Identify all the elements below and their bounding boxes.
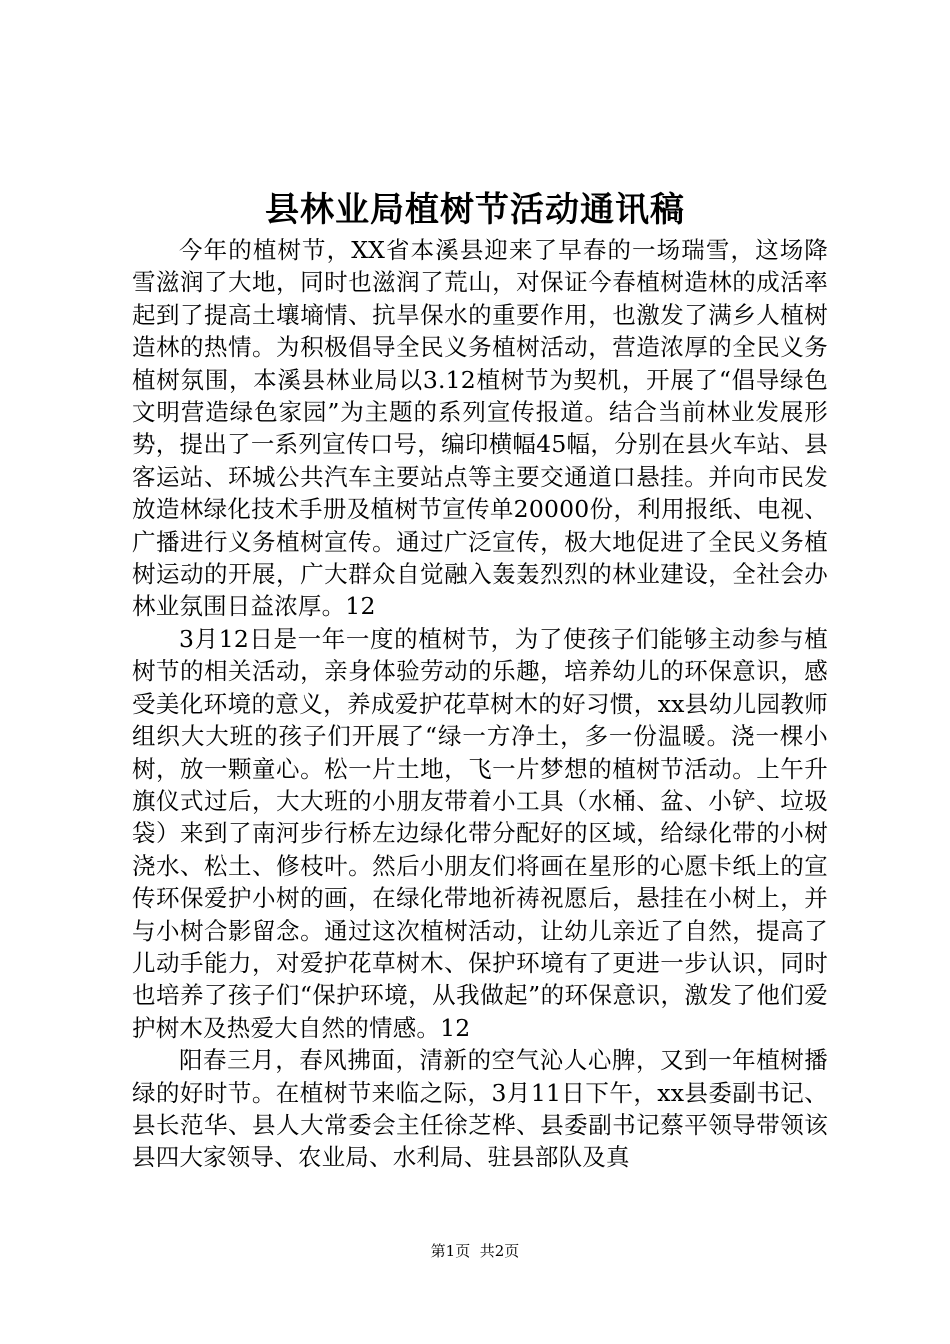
document-title: 县林业局植树节活动通讯稿	[265, 190, 685, 230]
page-total: 共2页	[479, 1242, 520, 1260]
paragraph-3: 阳春三月，春风拂面，清新的空气沁人心脾，又到一年植树播绿的好时节。在植树节来临之际，3月11日下午，xx县委副书记、县长范华、县人大常委会主任徐芝桦、县委副书记蔡平领导带领该县四大家领导、农业局、水利局、驻县部队及真	[132, 1046, 828, 1172]
page-number: 第1页	[430, 1242, 471, 1260]
page-footer	[0, 1241, 950, 1261]
paragraph-2: 3月12日是一年一度的植树节，为了使孩子们能够主动参与植树节的相关活动，亲身体验劳动的乐趣，培养幼儿的环保意识，感受美化环境的意义，养成爱护花草树木的好习惯，xx县幼儿园教师组织大大班的孩子们开展了“绿一方净土，多一份温暖。浇一棵小树，放一颗童心。松一片土地，飞一片梦想的植树节活动。上午升旗仪式过后，大大班的小朋友带着小工具（水桶、盆、小铲、垃圾袋）来到了南河步行桥左边绿化带分配好的区域，给绿化带的小树浇水、松土、修枝叶。然后小朋友们将画在星形的心愿卡纸上的宣传环保爱护小树的画，在绿化带地祈祷祝愿后，悬挂在小树上，并与小树合影留念。通过这次植树活动，让幼儿亲近了自然，提高了儿动手能力，对爱护花草树木、保护环境有了更进一步认识，同时也培养了孩子们“保护环境，从我做起”的环保意识，激发了他们爱护树木及热爱大自然的情感。12	[132, 624, 828, 1042]
document-body	[132, 234, 828, 1174]
paragraph-1: 今年的植树节，XX省本溪县迎来了早春的一场瑞雪，这场降雪滋润了大地，同时也滋润了荒山，对保证今春植树造林的成活率起到了提高土壤墒情、抗旱保水的重要作用，也激发了满乡人植树造林的热情。为积极倡导全民义务植树活动，营造浓厚的全民义务植树氛围，本溪县林业局以3.12植树节为契机，开展了“倡导绿色文明营造绿色家园”为主题的系列宣传报道。结合当前林业发展形势，提出了一系列宣传口号，编印横幅45幅，分别在县火车站、县客运站、环城公共汽车主要站点等主要交通道口悬挂。并向市民发放造林绿化技术手册及植树节宣传单20000份，利用报纸、电视、广播进行义务植树宣传。通过广泛宣传，极大地促进了全民义务植树运动的开展，广大群众自觉融入轰轰烈烈的林业建设，全社会办林业氛围日益浓厚。12	[132, 236, 828, 621]
